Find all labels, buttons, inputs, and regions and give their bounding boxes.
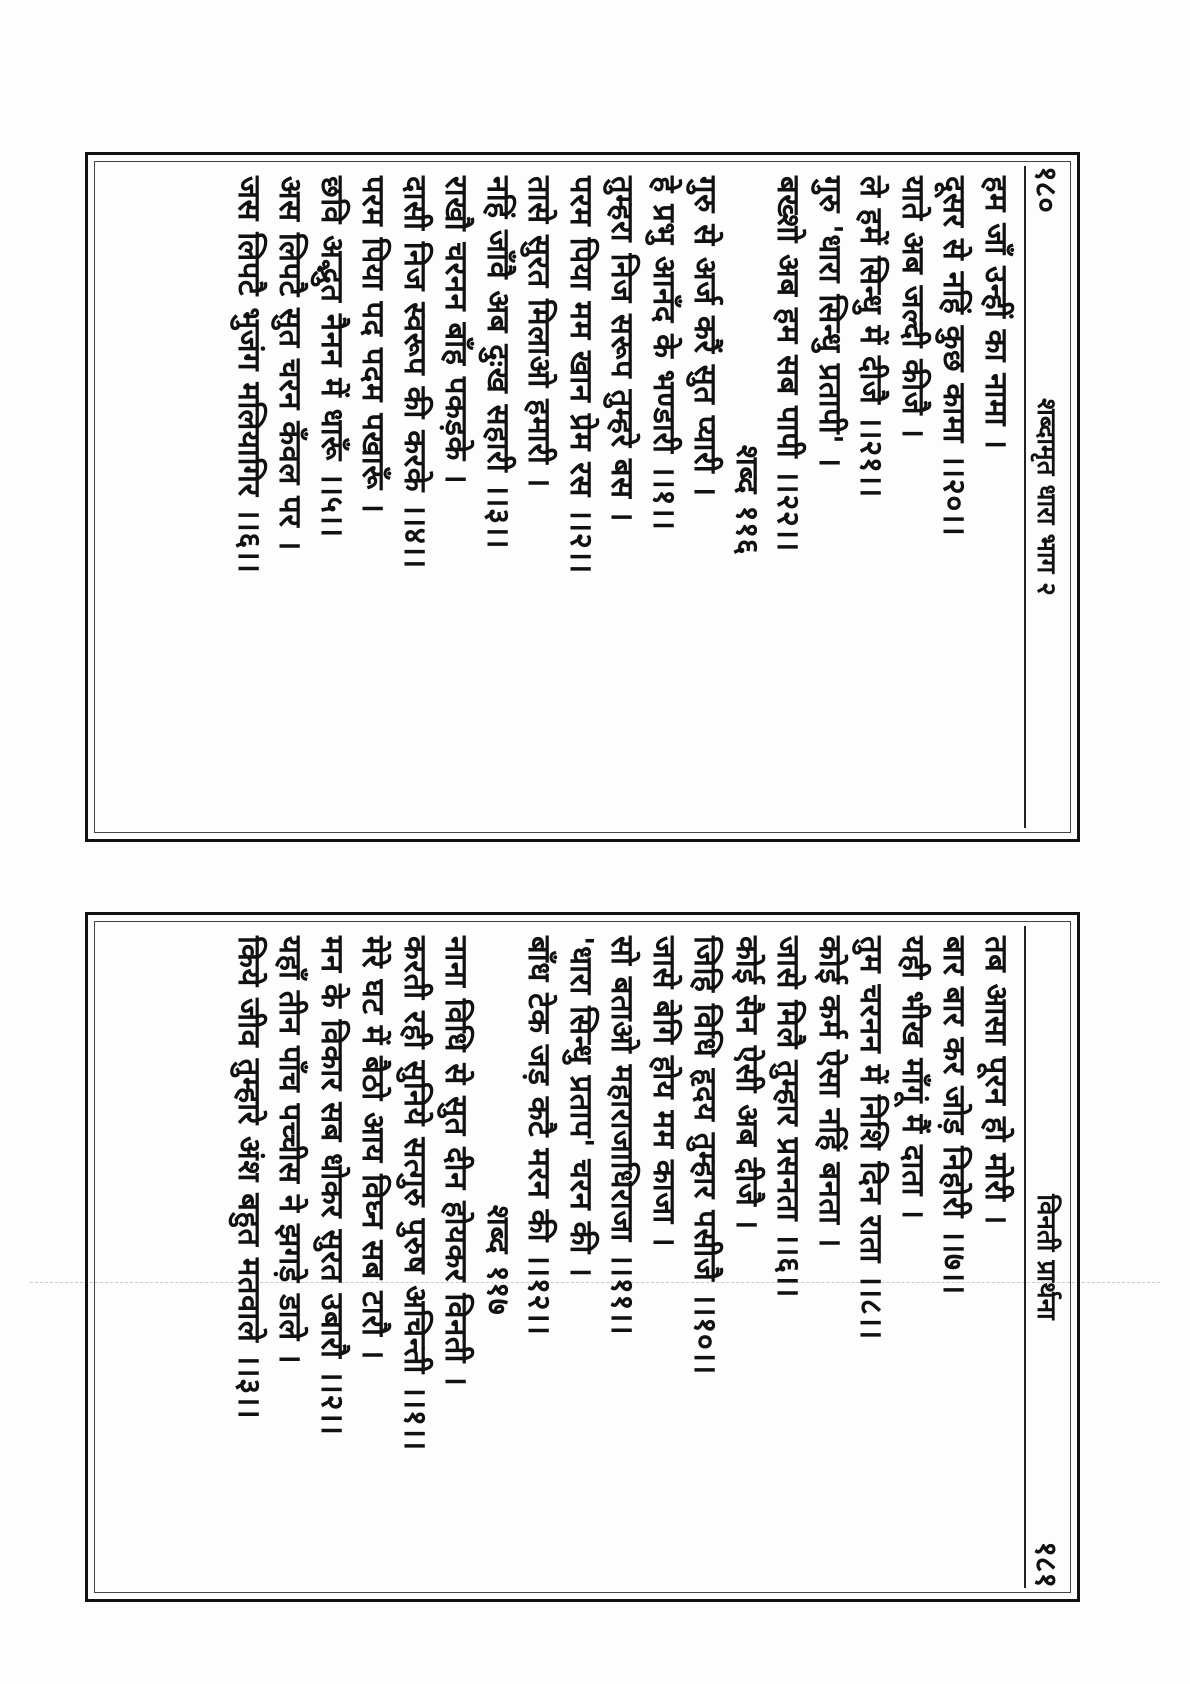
verse-line: जासे बेगि होय मम काजा । <box>646 936 682 1248</box>
verse-line: कोई सैन ऐसी अब दीजै । <box>729 936 765 1230</box>
page-header <box>1024 166 1070 828</box>
page-content <box>85 152 1080 842</box>
verse-line: परम पिया पद पदम पखारूँ । <box>355 176 392 514</box>
verse-line: गुरु से अर्ज करैं सुत प्यारी । <box>687 176 724 497</box>
verse-line: सो बताओ महाराजाधिराजा ।।११।। <box>604 936 641 1336</box>
verse-line: गुरु 'धारा सिन्धु प्रतापी' । <box>812 176 848 468</box>
verse-line: तुम चरनन में निशि दिन राता ।।८।। <box>853 936 890 1340</box>
verse-line: बाँध टेक जड़ कटै मरन की ।।१२।। <box>521 936 558 1336</box>
verse-line: नहिं जाँवै अब दुःख सहारी ।।३।। <box>480 176 516 550</box>
verse-line: याते अब जल्दी कीजै । <box>895 176 931 439</box>
verse-line: किये जीव तुम्हारे अंश बहुत मतवाले ।।३।। <box>231 936 267 1420</box>
section-heading: शब्द ११६ <box>729 444 765 556</box>
verse-line: तुम्हरा निज सरूप तुम्हरे बस । <box>604 176 641 523</box>
verse-line: हे प्रभु आनँद के भण्डारी ।।१।। <box>646 176 682 531</box>
verse-line: तासे सुरत मिलाओ हमारी । <box>521 176 558 488</box>
verse-line: मेरे घट में बैठो आय विघ्न सब टारौ । <box>355 936 392 1361</box>
verse-line: ले हमें सिन्धु में दीजै ।।२१।। <box>853 176 890 498</box>
verse-line: परम पिया मम खान प्रेम रस ।।२।। <box>563 176 599 574</box>
verse-line: अस लिपटै सुत चरन कँवल पर । <box>272 176 309 551</box>
page-number: १८० <box>1028 166 1064 213</box>
running-title: विनती प्रार्थना <box>1031 1194 1061 1320</box>
verse-lines <box>228 176 1017 824</box>
verse-line: यहाँ तीन पाँच पच्चीस ने झगड़े डाले । <box>272 936 309 1365</box>
verse-line: राखौ चरनन बाँह पकड़के । <box>438 176 475 485</box>
verse-line: बख्शो अब हम सब पापी ।।२२।। <box>770 176 807 552</box>
verse-line: नाना विधि से सुत दीन होयकर विनती । <box>438 936 475 1387</box>
verse-line: जासे मिलै तुम्हार प्रसनता ।।६।। <box>770 936 807 1299</box>
verse-line: दूसर से नहिं कुछ कामा ।।२०।। <box>936 176 973 537</box>
verse-line: छवि अद्भुत नैनन में धारूँ ।।५।। <box>314 176 350 538</box>
page-content <box>85 912 1080 1602</box>
verse-line: हम जाँ उन्हीं का नामा । <box>978 176 1014 450</box>
verse-line: कोई कर्म ऐसा नहिं बनता । <box>812 936 848 1249</box>
verse-lines <box>228 936 1017 1584</box>
verse-line: जिहि विधि हृदय तुम्हार पसीजै ।।१०।। <box>687 936 724 1375</box>
page-number: १८१ <box>1028 1541 1064 1588</box>
verse-line: तब आसा पूरन हो मोरी । <box>978 936 1014 1226</box>
verse-line: यही भीख माँगूं मैं दाता । <box>895 936 931 1220</box>
section-heading: शब्द ११७ <box>480 1204 516 1316</box>
verse-line: बार बार कर जोड़ निहोरी ।।७।। <box>936 936 973 1295</box>
verse-line: करती रही सुनिये सत्गुरु पुरुष अचिन्ती ।।१।। <box>397 936 433 1451</box>
page-181 <box>85 912 1080 1602</box>
verse-line: 'धारा सिन्धु प्रताप' चरन की । <box>563 936 599 1278</box>
page-header <box>1024 926 1070 1588</box>
page-180 <box>85 152 1080 842</box>
running-title: शब्दामृत धारा भाग २ <box>1031 398 1061 596</box>
verse-line: दासी निज स्वरूप की करके ।।४।। <box>397 176 433 569</box>
verse-line: जस लिपटै भुजंग मलियागिर ।।६।। <box>231 176 267 574</box>
verse-line: मन के विकार सब धोकर सुरत उबारौ ।।२।। <box>314 936 350 1436</box>
